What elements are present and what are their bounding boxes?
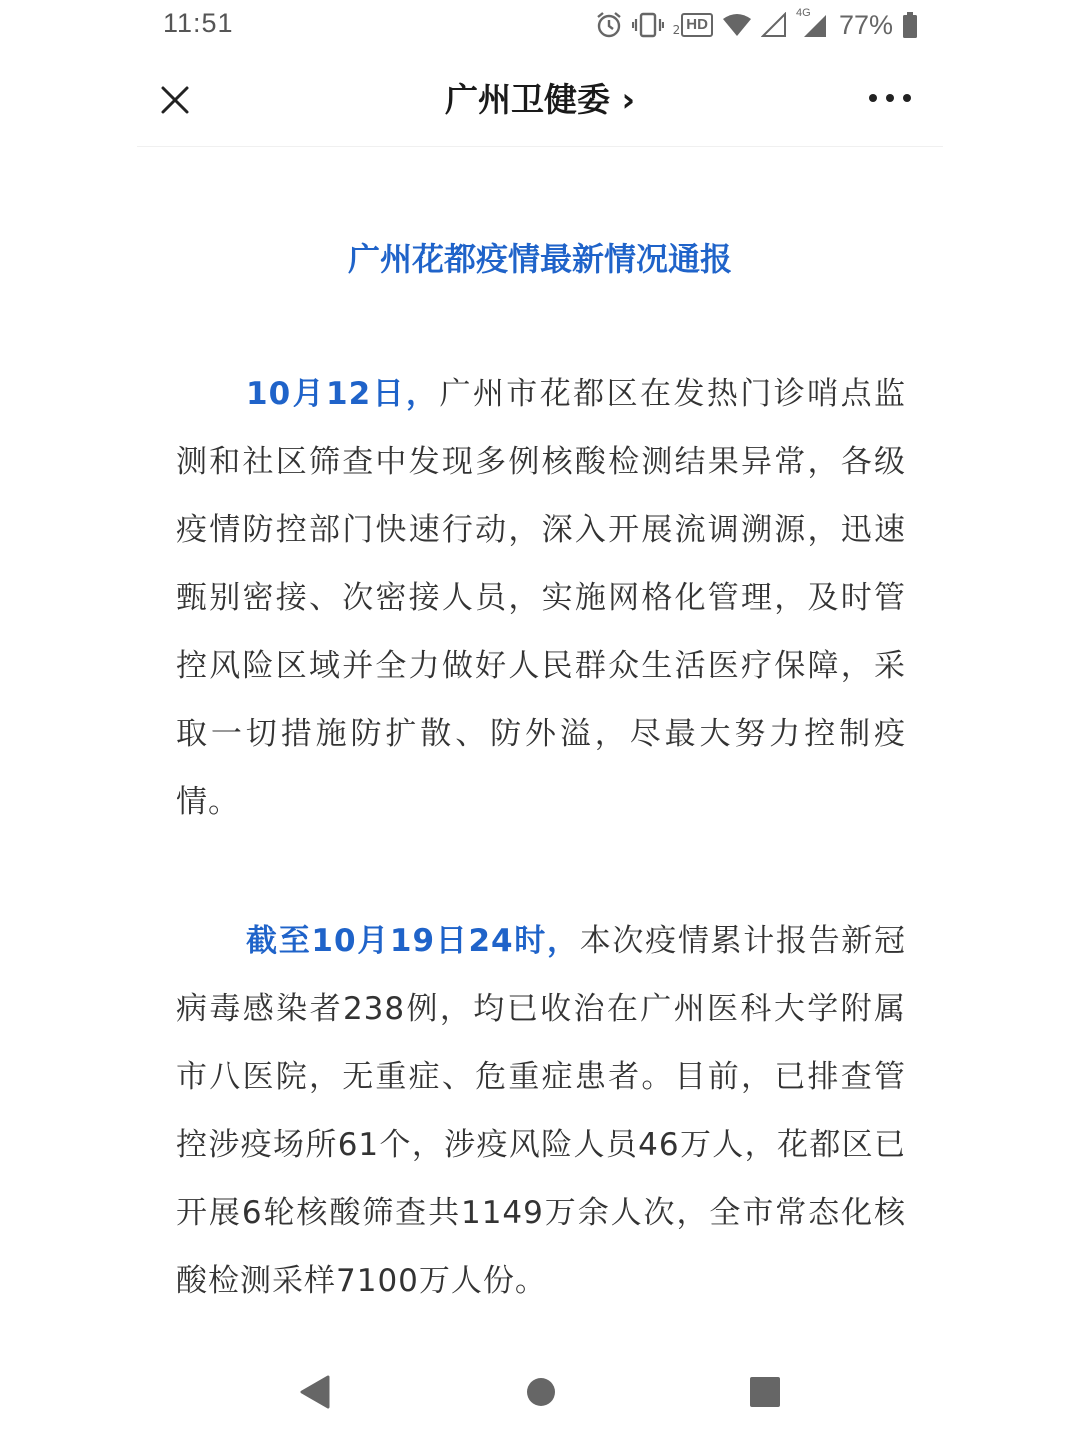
hd-icon: 2 HD xyxy=(673,13,713,37)
battery-text: 77% xyxy=(838,9,893,40)
status-bar xyxy=(0,0,1080,50)
wifi-icon xyxy=(722,12,752,38)
back-icon[interactable] xyxy=(298,1374,332,1410)
more-icon[interactable] xyxy=(867,88,913,108)
network-label: 4G xyxy=(795,7,811,19)
paragraph-body: 本次疫情累计报告新冠病毒感染者238例，均已收治在广州医科大学附属市八医院，无重症、危重症患者。目前，已排查管控涉疫场所61个，涉疫风险人员46万人，花都区已开展6轮核酸筛查共1149万余人次，全市常态化核酸检测采样7100万人份。 xyxy=(176,923,907,1299)
battery-icon xyxy=(902,11,918,39)
paragraph-body: 广州市花都区在发热门诊哨点监测和社区筛查中发现多例核酸检测结果异常，各级疫情防控部门快速行动，深入开展流调溯源，迅速甄别密接、次密接人员，实施网格化管理，及时管控风险区域并全力做好人民群众生活医疗保障，采取一切措施防扩散、防外溢，尽最大努力控制疫情。 xyxy=(176,376,907,820)
nav-bar xyxy=(137,50,943,147)
article-paragraph xyxy=(176,360,906,836)
article-paragraph xyxy=(176,907,906,1315)
signal-4g-icon xyxy=(795,7,830,39)
hd-label: HD xyxy=(681,13,713,37)
system-nav-bar xyxy=(0,1360,1080,1426)
paragraph-lead: 10月12日， xyxy=(246,376,440,412)
vibrate-icon xyxy=(632,11,664,39)
recents-icon[interactable] xyxy=(748,1374,782,1410)
article-title: 广州花都疫情最新情况通报 xyxy=(347,240,732,278)
signal-icon xyxy=(761,12,787,38)
status-time: 11:51 xyxy=(163,8,234,38)
paragraph-lead: 截至10月19日24时， xyxy=(246,923,580,959)
status-icons xyxy=(595,8,918,42)
home-icon[interactable] xyxy=(524,1374,558,1410)
alarm-icon xyxy=(595,11,623,39)
account-title[interactable]: 广州卫健委 › xyxy=(444,80,636,119)
